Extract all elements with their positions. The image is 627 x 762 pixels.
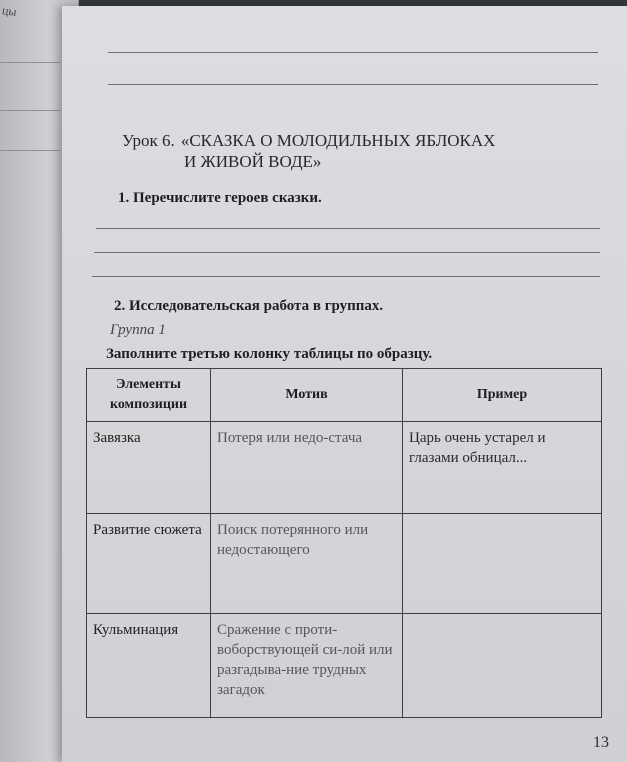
header-example: Пример [403, 369, 602, 422]
previous-page-line [0, 62, 60, 63]
workbook-page [62, 6, 627, 762]
answer-line [108, 52, 598, 53]
previous-page-line [0, 110, 60, 111]
lesson-title-line2: И ЖИВОЙ ВОДЕ» [184, 152, 322, 171]
answer-line [96, 228, 600, 229]
lesson-title [122, 130, 582, 172]
table-row [87, 514, 602, 614]
composition-table [86, 368, 602, 718]
answer-line [108, 84, 598, 85]
element-cell: Развитие сюжета [87, 514, 211, 614]
motif-cell: Поиск потерянного или недостающего [211, 514, 403, 614]
motif-cell: Сражение с проти-воборствующей си-лой или разгадыва-ние трудных загадок [211, 614, 403, 718]
example-cell-empty[interactable] [403, 514, 602, 614]
element-cell: Кульминация [87, 614, 211, 718]
example-cell: Царь очень устарел и глазами обницал... [403, 422, 602, 514]
previous-page-line [0, 150, 60, 151]
answer-line [94, 252, 600, 253]
lesson-number: Урок 6. [122, 131, 175, 150]
element-cell: Завязка [87, 422, 211, 514]
group-label: Группа 1 [110, 322, 166, 338]
motif-cell: Потеря или недо-стача [211, 422, 403, 514]
lesson-title-line1: «СКАЗКА О МОЛОДИЛЬНЫХ ЯБЛОКАХ [180, 131, 496, 150]
table-instruction: Заполните третью колонку таблицы по образцу. [106, 346, 433, 362]
task-2: 2. Исследовательская работа в группах. [114, 298, 384, 314]
table-row [87, 614, 602, 718]
previous-page-corner-text: цы [1, 3, 18, 19]
table-row [87, 422, 602, 514]
page-number: 13 [593, 734, 609, 751]
example-cell-empty[interactable] [403, 614, 602, 718]
answer-line [92, 276, 600, 277]
table-header-row [87, 369, 602, 422]
task-1: 1. Перечислите героев сказки. [118, 190, 322, 206]
header-motif: Мотив [211, 369, 403, 422]
header-elements: Элементы композиции [87, 369, 211, 422]
